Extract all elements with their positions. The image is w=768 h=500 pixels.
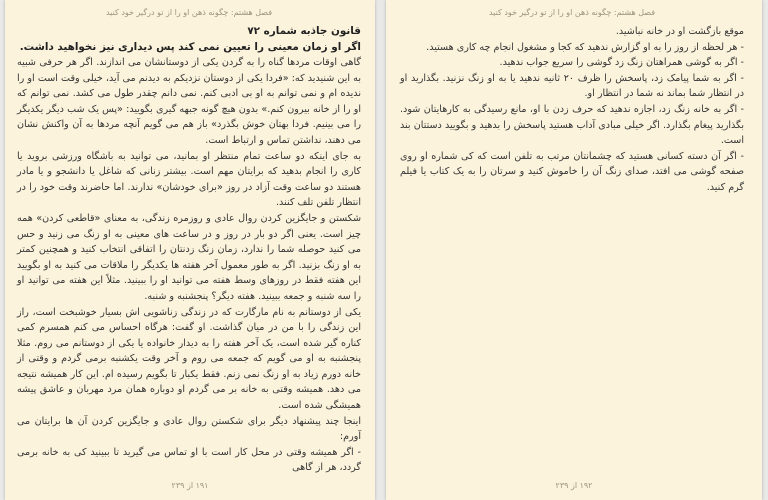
paragraph: - اگر به خانه زنگ زد، اجازه ندهید که حرف زدن با او، مانع رسیدگی به کارهایتان شود. بگذارید پیغام بگذارد. اگر خیلی مبادی آداب هستید پاسخش را بدهید و بگویید دستتان بند است. xyxy=(400,103,744,147)
paragraph: - اگر به شما پیامک زد، پاسخش را ظرف ۲۰ ثانیه ندهید یا به او زنگ نزنید. بگذارید او در انتظار شما بماند نه شما در انتظار او. xyxy=(400,72,744,100)
paragraph: موقع بازگشت او در خانه نباشید. xyxy=(615,26,744,37)
page-number: ۱۹۲ از ۲۳۹ xyxy=(555,481,593,490)
law-title: قانون جاذبه شماره ۷۲ xyxy=(247,25,361,37)
paragraph: - اگر همیشه وقتی در محل کار است با او تماس می گیرید تا ببینید کی به خانه برمی گردد، هر از گاهی xyxy=(17,446,361,474)
paragraph: به جای اینکه دو ساعت تمام منتظر او بمانید، می توانید به باشگاه ورزشی بروید یا کاری را انجام بدهید که برایتان مهم است. بیشتر زنانی که شاغل یا دانشجو و یا مادر هستند دو ساعت وقت آزاد در روز «برای خودشان» ندارند. اما حاضرند وقت خود را در انتظار تلفن تلف کنند. xyxy=(17,150,361,209)
paragraph: یکی از دوستانم به نام مارگارت که در زندگی زناشویی اش بسیار خوشبخت است، راز این زندگی را با من در میان گذاشت. او گفت: هرگاه احساس می کنم همسرم کمی کناره گیر شده است، یک آخر هفته را به دیدار خانواده یا یکی از دوستانم می روم. مثلا پنجشنبه به او می گویم که جمعه می روم و آخر وقت یکشنبه برمی گردم و وقتی از خانه دورم زیاد به او زنگ نمی زنم. فقط یکبار تا بگویم رسیده ام. این کار همیشه نتیجه می دهد. همیشه وقتی به خانه بر می گردم او دوباره همان مرد مهربان و عاشق پیشه همیشگی شده است. xyxy=(17,306,361,412)
paragraph: اینجا چند پیشنهاد دیگر برای شکستن روال عادی و جایگزین کردن آن ها برایتان می آورم: xyxy=(17,415,361,443)
right-page xyxy=(386,0,762,500)
paragraph: - اگر به گوشی همراهتان زنگ زد گوشی را سریع جواب ندهید. xyxy=(499,57,744,69)
paragraph: - اگر آن دسته کسانی هستید که چشمانتان مرتب به تلفن است که کی شماره او روی صفحه گوشی می افتد، صدای زنگ آن را خاموش کنید و سرتان را به یک کتاب یا فیلم گرم کنید. xyxy=(400,150,744,193)
paragraph: شکستن و جایگزین کردن روال عادی و روزمره زندگی، به معنای «قاطعی کردن» همه چیز است. یعنی اگر دو بار در روز و در ساعت های معینی به او زنگ می زنید و حس می کنید حوصله شما را ندارد، زمان زنگ زدنتان را اتفاقی انتخاب کنید و همچنین کمتر به او زنگ بزنید. اگر به طور معمول آخر هفته ها یکدیگر را ملاقات می کنید به او بگویید این هفته فقط در روزهای وسط هفته می توانید او را ببینید. مثلاً این هفته می توانید او را سه شنبه و جمعه ببینید. هفته دیگر؟ پنجشنبه و شنبه. xyxy=(17,212,361,302)
left-page xyxy=(5,0,375,500)
page-number: ۱۹۱ از ۲۳۹ xyxy=(171,481,209,490)
paragraph: - هر لحظه از روز را به او گزارش ندهید که کجا و مشغول انجام چه کاری هستید. xyxy=(426,41,744,53)
law-subtitle: اگر او زمان معینی را تعیین نمی کند پس دیداری نیز نخواهید داشت. xyxy=(19,40,361,53)
running-header: فصل هشتم: چگونه ذهن او را از تو درگیر خود کنید xyxy=(105,8,273,17)
running-header: فصل هشتم: چگونه ذهن او را از تو درگیر خود کنید xyxy=(488,8,656,17)
paragraph: گاهی اوقات مردها گناه را به گردن یکی از دوستانشان می اندازند. اگر هر حرفی شبیه به این شنیدید که: «فردا یکی از دوستان نزدیکم به دیدنم می آید، خیلی وقت است او را ندیده ام و نمی توانم به او بی ادبی کنم. نمی دانم چقدر طول می کشد. نمی توانم که او را از خانه بیرون کنم.» بدون هیچ گونه جبهه گیری بگویید: «پس یک شب دیگر یکدیگر را می بینیم. فردا بهتان خوش بگذرد» باز هم می گویم آنچه مردها به آن واکنش نشان می دهند، نداشتن تماس و ارتباط است. xyxy=(17,57,361,146)
